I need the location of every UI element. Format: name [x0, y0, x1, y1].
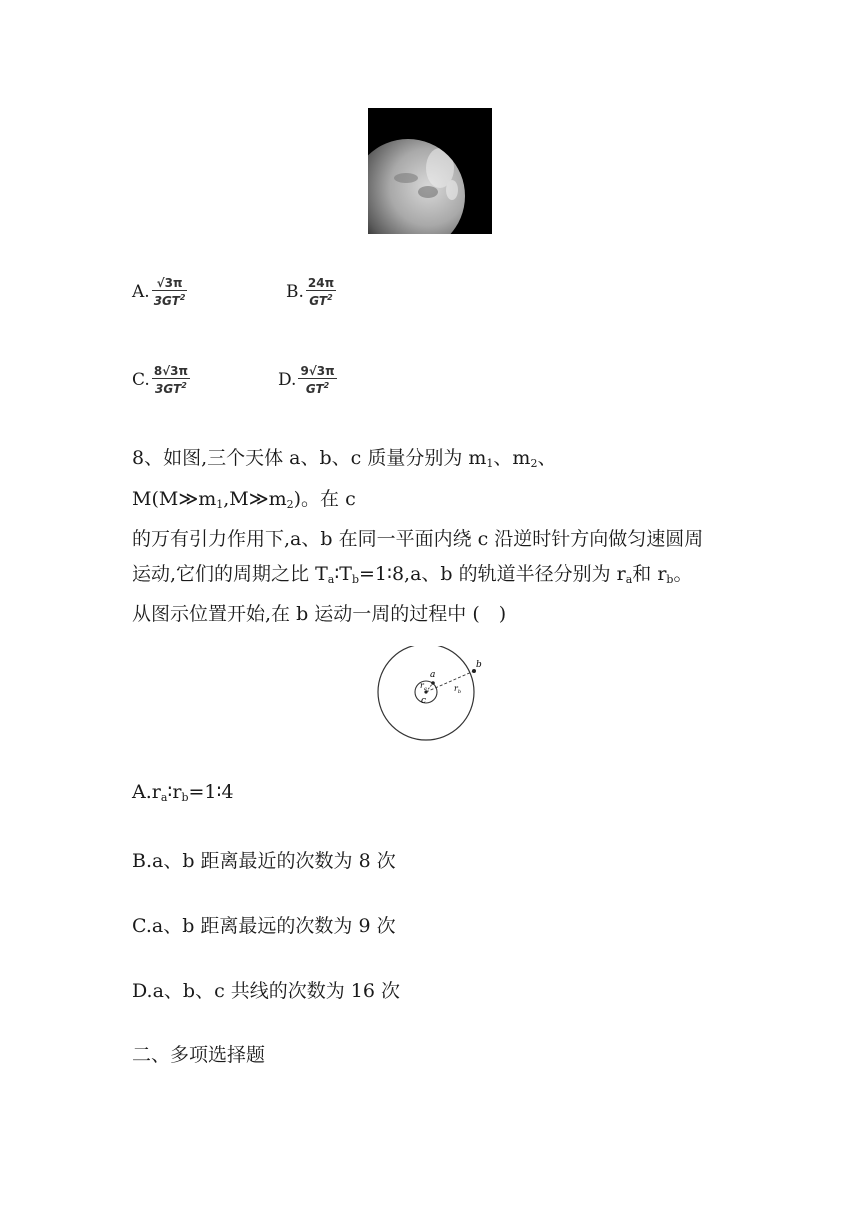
question-8-text	[132, 441, 732, 632]
q7-option-d: D. $\frac{9√3\pi}{GT^2}$	[278, 364, 335, 396]
q8-choice-d: D.a、b、c 共线的次数为 16 次	[132, 980, 401, 1002]
label-ra: $r_a$	[420, 681, 427, 692]
label-b: b	[476, 660, 482, 670]
label-a: a	[430, 670, 436, 680]
body-a	[431, 681, 435, 685]
q8-choice-a: $A.r_a∶r_b=1∶4$	[132, 781, 234, 804]
orbit-diagram	[372, 646, 488, 746]
label-rb: $r_b$	[454, 684, 462, 695]
mars-image	[368, 108, 492, 234]
q8-line-4: 从图示位置开始,在 b 运动一周的过程中 ( )	[132, 603, 507, 625]
q8-choice-b: B.a、b 距离最近的次数为 8 次	[132, 850, 396, 872]
q7-option-a: A. $\frac{√3\pi}{3GT^2}$	[132, 276, 186, 308]
q8-choice-c: C.a、b 距离最远的次数为 9 次	[132, 915, 396, 937]
q8-line-3: 运动,它们的周期之比 $T_a∶T_b=1∶8,a$、b 的轨道半径分别为 $r_a$和 $r_b$。	[132, 562, 693, 586]
q8-line-1: 8、如图,三个天体 a、b、c 质量分别为 $m_1$、$m_2$、$M(M≫m_1,M≫m_2)$。在 c	[132, 447, 557, 511]
q7-option-b: B. $\frac{24\pi}{GT^2}$	[286, 276, 335, 308]
q8-line-2: 的万有引力作用下,a、b 在同一平面内绕 c 沿逆时针方向做匀速圆周	[132, 528, 704, 550]
label-c: c	[421, 696, 427, 706]
section-heading: 二、多项选择题	[132, 1044, 266, 1066]
q7-option-c: C. $\frac{8√3\pi}{3GT^2}$	[132, 364, 189, 396]
